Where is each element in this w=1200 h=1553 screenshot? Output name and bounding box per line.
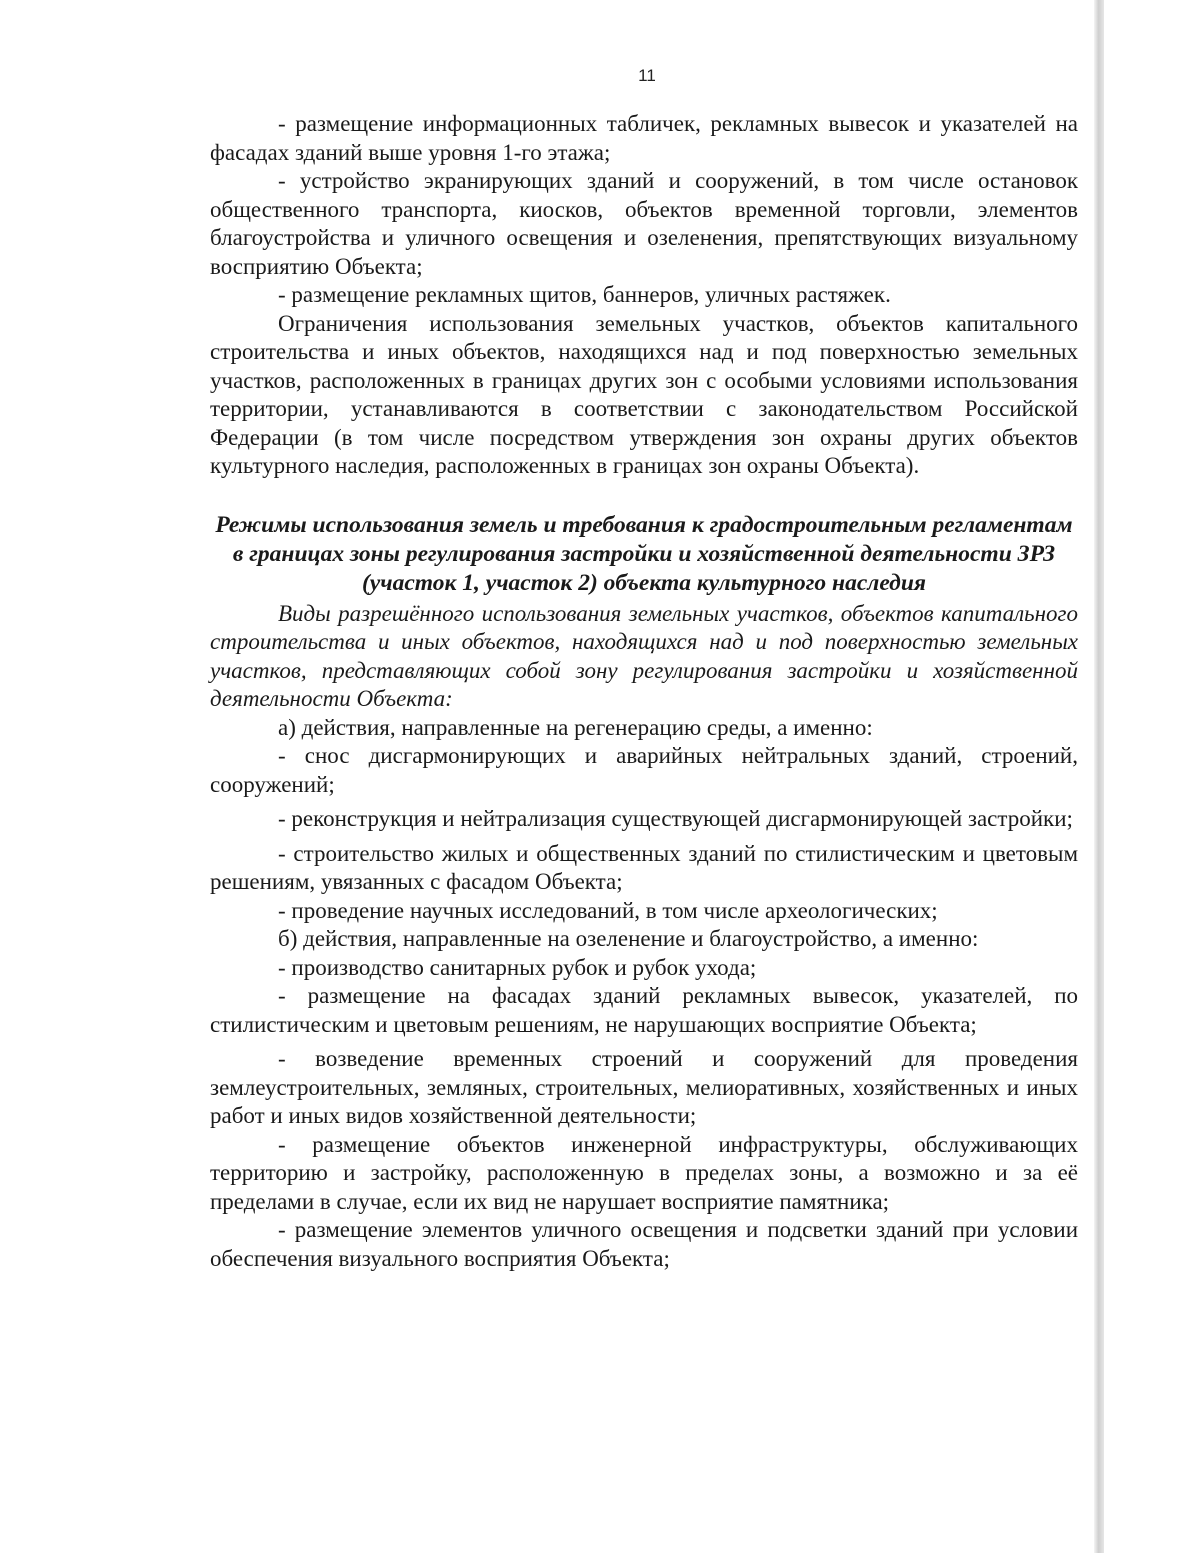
list-item-reconstruction: - реконструкция и нейтрализация существующей дисгармонирующей застройки; bbox=[278, 806, 1073, 831]
list-item-construction: - строительство жилых и общественных зданий по стилистическим и цветовым решениям, увязанных с фасадом Объекта; bbox=[210, 840, 1078, 894]
list-item-sanitary-felling: - производство санитарных рубок и рубок ухода; bbox=[278, 954, 757, 980]
list-item-street-lighting: - размещение элементов уличного освещения и подсветки зданий при условии обеспечения визуального восприятия Объекта; bbox=[210, 1217, 1078, 1271]
list-item-temporary-structures: - возведение временных строений и сооружений для проведения землеустроительных, земляных, строительных, мелиоративных, хозяйственных и иных работ и иных видов хозяйственной деятельности; bbox=[210, 1046, 1078, 1128]
list-item-b: б) действия, направленные на озеленение и благоустройство, а именно: bbox=[278, 926, 979, 951]
section-intro: Виды разрешённого использования земельных участков, объектов капитального строительства и иных объектов, находящихся над и под поверхностью земельных участков, представляющих собой зону регулирования застройки и хозяйственной деятельности Объекта: bbox=[210, 600, 1078, 711]
list-item-research: - проведение научных исследований, в том числе археологических; bbox=[278, 897, 938, 923]
list-item-facade-signs: - размещение на фасадах зданий рекламных вывесок, указателей, по стилистическим и цветовым решениям, не нарушающих восприятие Объекта; bbox=[210, 983, 1078, 1037]
paragraph-restrictions-other-zones: Ограничения использования земельных участков, объектов капитального строительства и иных объектов, находящихся над и под поверхностью земельных участков, расположенных в границах других зон с особыми условиями использования территории, устанавливаются в соответствии с законодательством Российской Федерации (в том числе посредством утверждения зон охраны других объектов культурного наследия, расположенных в границах зон охраны Объекта). bbox=[210, 310, 1078, 478]
paragraph-signage-restriction: - размещение информационных табличек, рекламных вывесок и указателей на фасадах зданий выше уровня 1-го этажа; bbox=[210, 111, 1078, 165]
section-heading: Режимы использования земель и требования к градостроительным регламентам в границах зоны регулирования застройки и хозяйственной деятельности ЗРЗ (участок 1, участок 2) объекта культурного наследия bbox=[215, 511, 1073, 596]
list-item-demolition: - снос дисгармонирующих и аварийных нейтральных зданий, строений, сооружений; bbox=[210, 743, 1078, 797]
paragraph-billboards: - размещение рекламных щитов, баннеров, уличных растяжек. bbox=[278, 282, 891, 307]
list-item-infrastructure: - размещение объектов инженерной инфраструктуры, обслуживающих территорию и застройку, расположенную в пределах зоны, а возможно и за её пределами в случае, если их вид не нарушает восприятие памятника; bbox=[210, 1131, 1078, 1214]
paragraph-screening-structures: - устройство экранирующих зданий и сооружений, в том числе остановок общественного транспорта, киосков, объектов временной торговли, элементов благоустройства и уличного освещения и озеленения, препятствующих визуальному восприятию Объекта; bbox=[210, 168, 1078, 279]
scan-edge-shadow bbox=[1094, 0, 1104, 1553]
page-number: 11 bbox=[638, 66, 656, 85]
document-body bbox=[210, 110, 1078, 1273]
list-item-a: а) действия, направленные на регенерацию среды, а именно: bbox=[278, 714, 873, 740]
